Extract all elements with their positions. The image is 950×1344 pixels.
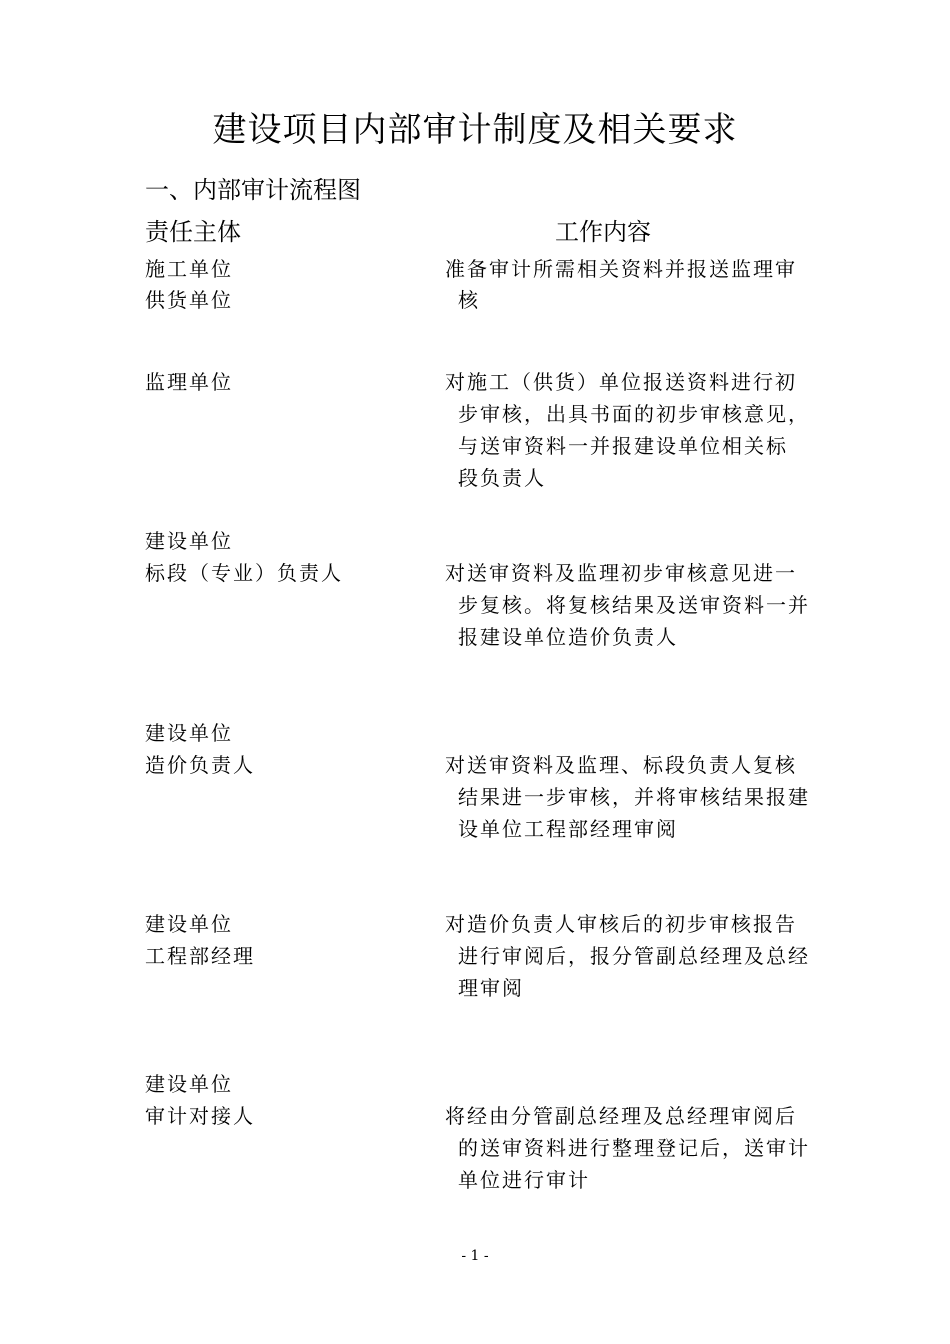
content-line: 步审核，出具书面的初步审核意见， <box>458 402 810 426</box>
entity-line: 建设单位 <box>145 529 233 553</box>
entity-line: 施工单位 <box>145 257 233 281</box>
section-heading: 一、内部审计流程图 <box>145 176 361 204</box>
content-line: 理审阅 <box>458 976 524 1000</box>
document-title: 建设项目内部审计制度及相关要求 <box>212 110 738 150</box>
entity-line: 建设单位 <box>145 912 233 936</box>
column-header-content: 工作内容 <box>555 218 651 246</box>
content-line: 准备审计所需相关资料并报送监理审 <box>445 257 797 281</box>
content-line: 单位进行审计 <box>458 1168 590 1192</box>
column-header-entity: 责任主体 <box>145 218 241 246</box>
content-line: 段负责人 <box>458 466 546 490</box>
content-line: 设单位工程部经理审阅 <box>458 817 678 841</box>
content-line: 结果进一步审核，并将审核结果报建 <box>458 785 810 809</box>
entity-line: 审计对接人 <box>145 1104 255 1128</box>
page-number: - 1 - <box>461 1248 489 1264</box>
content-line: 对送审资料及监理、标段负责人复核 <box>445 753 797 777</box>
entity-line: 供货单位 <box>145 288 233 312</box>
content-line: 将经由分管副总经理及总经理审阅后 <box>445 1104 797 1128</box>
entity-line: 建设单位 <box>145 1072 233 1096</box>
entity-line: 工程部经理 <box>145 944 255 968</box>
content-line: 进行审阅后，报分管副总经理及总经 <box>458 944 810 968</box>
content-line: 步复核。将复核结果及送审资料一并 <box>458 593 810 617</box>
content-line: 对造价负责人审核后的初步审核报告 <box>445 912 797 936</box>
entity-line: 建设单位 <box>145 721 233 745</box>
content-line: 与送审资料一并报建设单位相关标 <box>458 434 788 458</box>
content-line: 对送审资料及监理初步审核意见进一 <box>445 561 797 585</box>
entity-line: 造价负责人 <box>145 753 255 777</box>
content-line: 的送审资料进行整理登记后，送审计 <box>458 1136 810 1160</box>
content-line: 报建设单位造价负责人 <box>458 625 678 649</box>
entity-line: 监理单位 <box>145 370 233 394</box>
content-line: 对施工（供货）单位报送资料进行初 <box>445 370 797 394</box>
content-line: 核 <box>458 288 480 312</box>
entity-line: 标段（专业）负责人 <box>145 561 343 585</box>
